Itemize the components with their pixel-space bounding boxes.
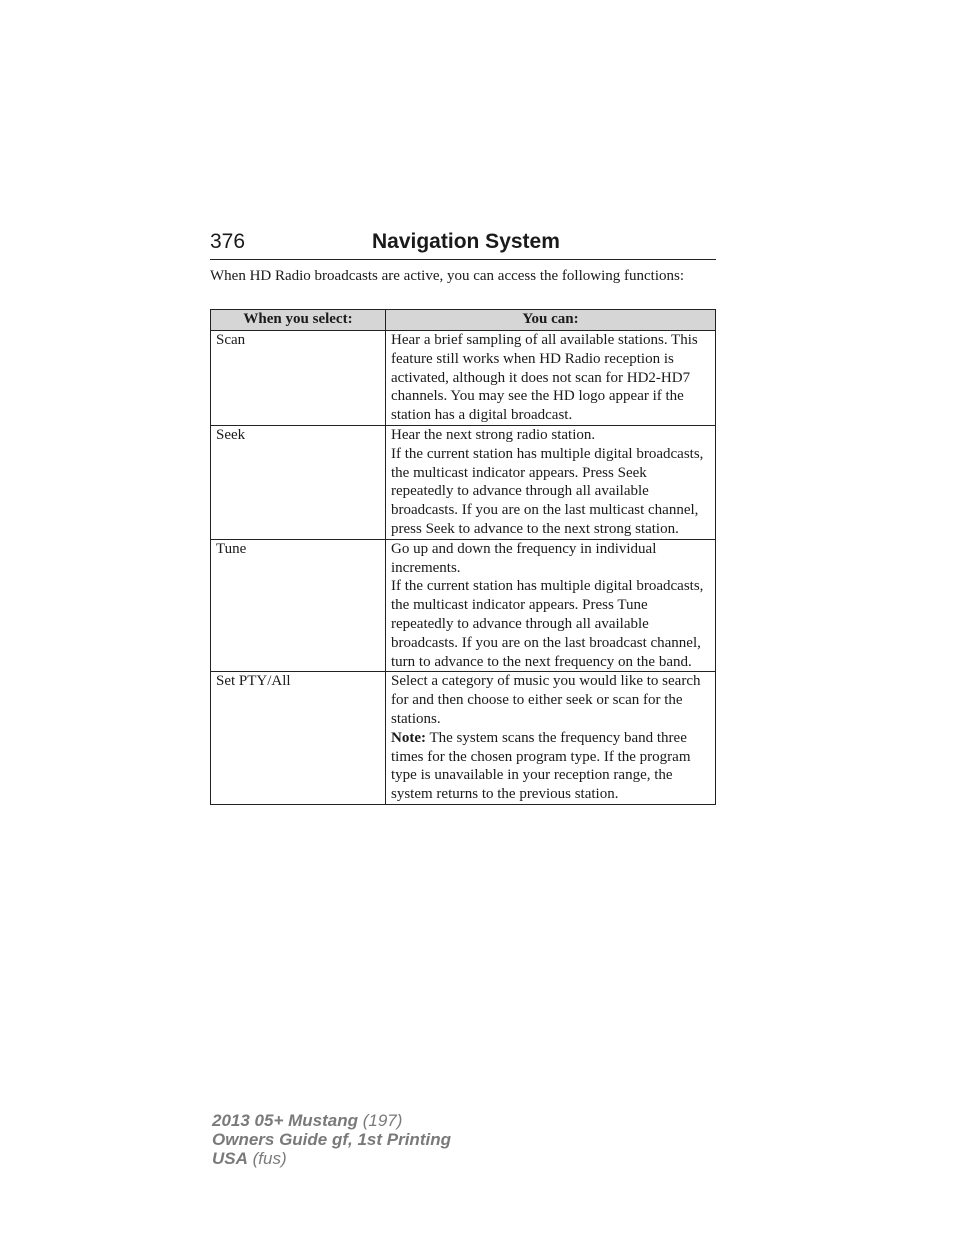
cell-select-option: Set PTY/All [211,672,386,805]
table-body [211,331,716,805]
description-paragraph [391,540,710,578]
description-paragraph [391,577,710,671]
intro-paragraph: When HD Radio broadcasts are active, you can access the following functions: [210,268,685,284]
table-header-row [211,310,716,331]
footer-market-code: (fus) [247,1149,287,1168]
cell-description [386,331,716,426]
column-header-you-can: You can: [386,310,716,331]
table-row [211,672,716,805]
cell-description [386,539,716,672]
footer-guide: Owners Guide gf, 1st Printing [212,1130,451,1149]
description-text: Select a category of music you would like to search for and then choose to either seek or scan for the stations. [391,673,701,727]
footer-line-model [212,1111,451,1130]
section-title: Navigation System [372,230,560,253]
cell-select-option: Scan [211,331,386,426]
description-text: Hear the next strong radio station. [391,426,596,443]
cell-select-option: Seek [211,425,386,539]
hd-radio-functions-table [210,309,716,805]
column-header-select: When you select: [211,310,386,331]
footer-model-code: (197) [358,1111,403,1130]
footer-model: 2013 05+ Mustang [212,1111,358,1130]
description-paragraph [391,672,710,728]
table-row [211,539,716,672]
table-row [211,331,716,426]
cell-select-option: Tune [211,539,386,672]
print-footer [212,1111,451,1168]
cell-description [386,672,716,805]
description-text: Hear a brief sampling of all available stations. This feature still works when HD Radio reception is activated, although it does not scan for HD2-HD7 channels. You may see the HD logo appear if the station has a digital broadcast. [391,332,698,424]
description-text: The system scans the frequency band three times for the chosen program type. If the program type is unavailable in your reception range, the system returns to the previous station. [391,729,691,803]
description-text: Go up and down the frequency in individual increments. [391,540,657,576]
description-paragraph [391,331,710,425]
description-paragraph [391,426,710,445]
footer-line-market [212,1149,451,1168]
page-header [210,229,716,260]
table-row [211,425,716,539]
page-number: 376 [210,230,246,253]
description-paragraph [391,445,710,539]
note-label: Note: [391,729,426,746]
footer-line-guide [212,1130,451,1149]
cell-description [386,425,716,539]
description-paragraph [391,729,710,804]
footer-market: USA [212,1149,248,1168]
description-text: If the current station has multiple digital broadcasts, the multicast indicator appears. Press Seek repeatedly to advance through all available broadcasts. If you are on the last multicast channel, press Seek to advance to the next strong station. [391,445,704,537]
description-text: If the current station has multiple digital broadcasts, the multicast indicator appears. Press Tune repeatedly to advance through all available broadcasts. If you are on the last broadcast channel, turn to advance to the next frequency on the band. [391,578,704,670]
